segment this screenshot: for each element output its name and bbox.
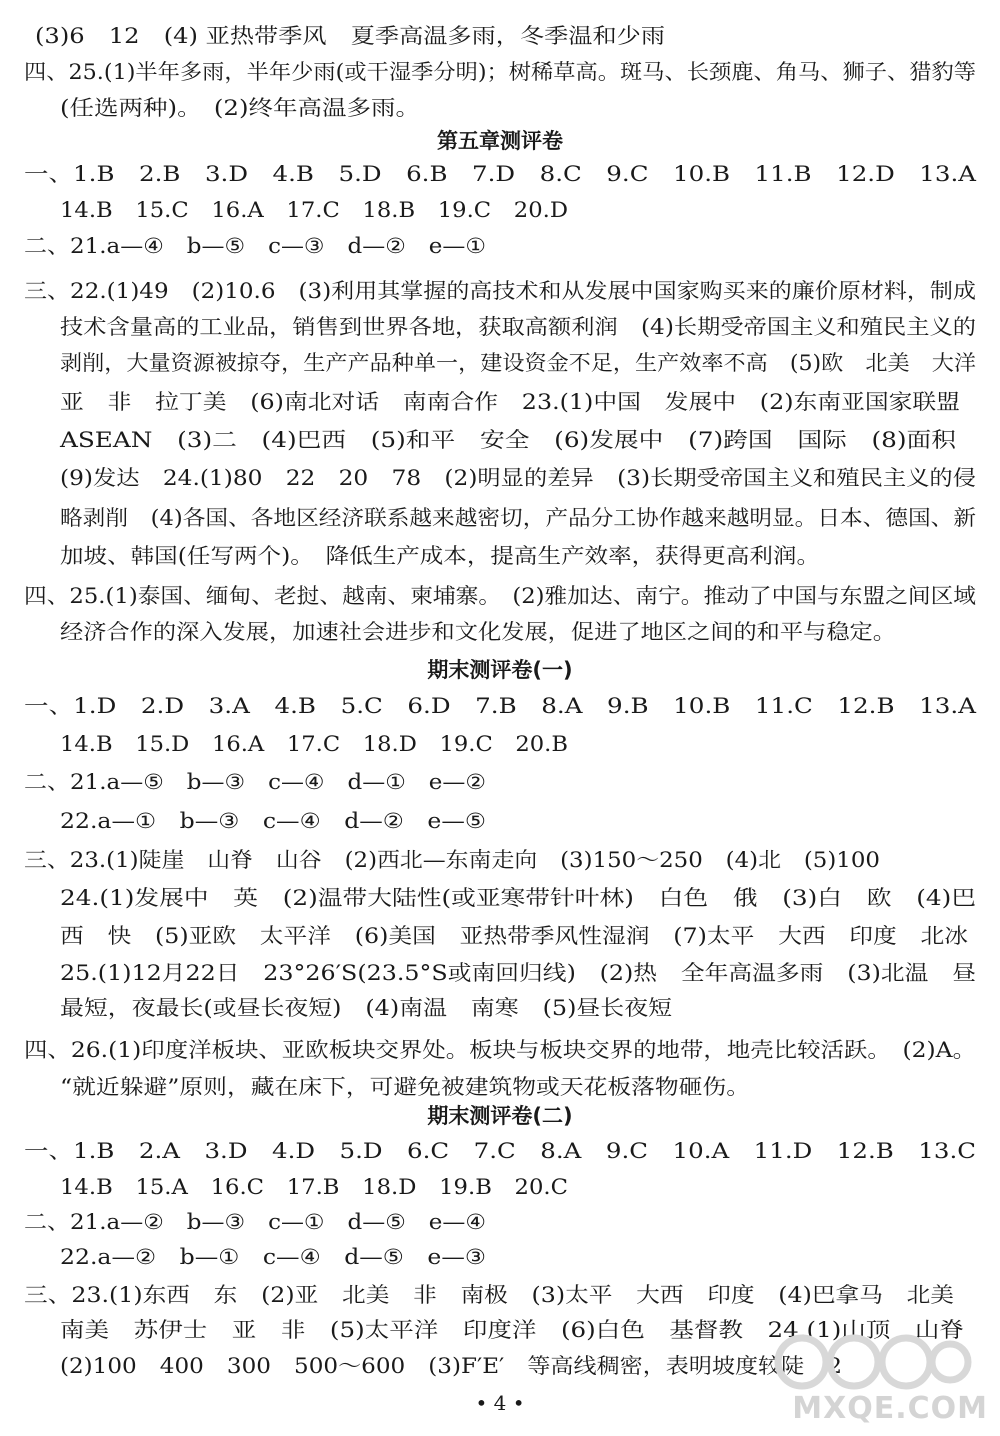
answer-line-text: 三、23.(1)陡崖 山脊 山谷 (2)西北—东南走向 (3)150～250 (4)北 (5)100 xyxy=(24,848,880,872)
answer-line-text: (任选两种)。 (2)终年高温多雨。 xyxy=(60,96,420,120)
answer-line-text: 剥削，大量资源被掠夺，生产产品种单一，建设资金不足，生产效率不高 (5)欧 北美 大洋 xyxy=(60,351,976,375)
answer-line-text: 二、21.a—⑤ b—③ c—④ d—① e—② xyxy=(24,770,486,794)
answer-line-text: 技术含量高的工业品，销售到世界各地，获取高额利润 (4)长期受帝国主义和殖民主义的 xyxy=(60,315,976,339)
answer-line-text: 四、26.(1)印度洋板块、亚欧板块交界处。板块与板块交界的地带，地壳比较活跃。 (2)A。 xyxy=(24,1038,976,1062)
answer-line-text: 二、21.a—② b—③ c—① d—⑤ e—④ xyxy=(24,1210,486,1234)
answer-line xyxy=(0,90,1000,126)
answer-line-text: ASEAN (3)二 (4)巴西 (5)和平 安全 (6)发展中 (7)跨国 国际 (8)面积 xyxy=(60,428,957,452)
answer-line xyxy=(0,460,1000,496)
answer-line xyxy=(0,726,1000,762)
answer-line xyxy=(0,538,1000,574)
answer-line-text: (9)发达 24.(1)80 22 20 78 (2)明显的差异 (3)长期受帝国主义和殖民主义的侵 xyxy=(60,466,977,490)
page-number: • 4 • xyxy=(475,1391,525,1415)
answer-line-text: (2)100 400 300 500～600 (3)F′E′ 等高线稠密，表明坡度较陡 2 xyxy=(60,1354,842,1378)
answer-line xyxy=(0,1032,1000,1068)
answer-line-text: 四、25.(1)泰国、缅甸、老挝、越南、柬埔寨。 (2)雅加达、南宁。推动了中国与东盟之间区域 xyxy=(24,584,976,608)
answer-line-text: “就近躲避”原则，藏在床下，可避免被建筑物或天花板落物砸伤。 xyxy=(60,1075,750,1099)
answer-line xyxy=(0,54,1000,90)
answer-line xyxy=(0,345,1000,381)
answer-line-text: 南美 苏伊士 亚 非 (5)太平洋 印度洋 (6)白色 基督教 24.(1)山顶 山脊 xyxy=(60,1318,965,1342)
answer-line-text: 三、22.(1)49 (2)10.6 (3)利用其掌握的高技术和从发展中国家购买来的廉价原材料，制成 xyxy=(24,279,976,303)
answer-line-text: 西 快 (5)亚欧 太平洋 (6)美国 亚热带季风性湿润 (7)太平 大西 印度 北冰 xyxy=(60,924,968,948)
answer-line xyxy=(0,918,1000,954)
answer-line-text: 二、21.a—④ b—⑤ c—③ d—② e—① xyxy=(24,234,486,258)
answer-line-text: 14.B 15.A 16.C 17.B 18.D 19.B 20.C xyxy=(60,1175,568,1199)
answer-line xyxy=(0,384,1000,420)
answer-line xyxy=(0,955,1000,991)
answer-line-text: 一、1.D 2.D 3.A 4.B 5.C 6.D 7.B 8.A 9.B 10.B 11.C 12.B 13.A xyxy=(24,694,976,718)
answer-line xyxy=(0,1277,1000,1313)
answer-line xyxy=(0,500,1000,536)
answer-line-text: 四、25.(1)半年多雨，半年少雨(或干湿季分明)；树稀草高。斑马、长颈鹿、角马、狮子、猎豹等 xyxy=(24,60,977,84)
answer-line-text: 最短，夜最长(或昼长夜短) (4)南温 南寒 (5)昼长夜短 xyxy=(60,996,672,1020)
answer-line xyxy=(0,578,1000,614)
watermark-logo-icon xyxy=(772,1330,972,1394)
answer-line xyxy=(0,1204,1000,1240)
answer-line xyxy=(0,1239,1000,1275)
answer-line xyxy=(0,614,1000,650)
answer-line-text: 经济合作的深入发展，加速社会进步和文化发展，促进了地区之间的和平与稳定。 xyxy=(60,620,896,644)
answer-line xyxy=(0,842,1000,878)
watermark xyxy=(762,1330,992,1430)
answer-line xyxy=(0,1133,1000,1169)
answer-line-text: (3)6 12 (4) 亚热带季风 夏季高温多雨，冬季温和少雨 xyxy=(35,24,665,48)
answer-line-text: 25.(1)12月22日 23°26′S(23.5°S或南回归线) (2)热 全年高温多雨 (3)北温 昼 xyxy=(60,961,976,985)
answer-line-text: 一、1.B 2.A 3.D 4.D 5.D 6.C 7.C 8.A 9.C 10.A 11.D 12.B 13.C xyxy=(24,1139,976,1163)
answer-line-text: 一、1.B 2.B 3.D 4.B 5.D 6.B 7.D 8.C 9.C 10.B 11.B 12.D 13.A xyxy=(24,162,976,186)
answer-line-text: 24.(1)发展中 英 (2)温带大陆性(或亚寒带针叶林) 白色 俄 (3)白 欧 (4)巴 xyxy=(60,886,976,910)
answer-line xyxy=(0,18,1000,54)
answer-line xyxy=(0,228,1000,264)
answer-line xyxy=(0,688,1000,724)
answer-line xyxy=(0,990,1000,1026)
answer-line xyxy=(0,309,1000,345)
answer-line-text: 亚 非 拉丁美 (6)南北对话 南南合作 23.(1)中国 发展中 (2)东南亚国家联盟 xyxy=(60,390,960,414)
answer-line xyxy=(0,192,1000,228)
answer-line xyxy=(0,156,1000,192)
answer-line xyxy=(0,764,1000,800)
answer-line-text: 22.a—② b—① c—④ d—⑤ e—③ xyxy=(60,1245,487,1269)
section-heading: 第五章测评卷 xyxy=(437,129,563,153)
answer-line-text: 加坡、韩国(任写两个)。 降低生产成本，提高生产效率，获得更高利润。 xyxy=(60,544,821,568)
answer-line-text: 略剥削 (4)各国、各地区经济联系越来越密切，产品分工协作越来越明显。日本、德国、新 xyxy=(60,506,976,530)
answer-line-text: 14.B 15.C 16.A 17.C 18.B 19.C 20.D xyxy=(60,198,568,222)
answer-line xyxy=(0,422,1000,458)
answer-line-text: 三、23.(1)东西 东 (2)亚 北美 非 南极 (3)太平 大西 印度 (4)巴拿马 北美 xyxy=(24,1283,954,1307)
answer-line xyxy=(0,1169,1000,1205)
answer-line-text: 14.B 15.D 16.A 17.C 18.D 19.C 20.B xyxy=(60,732,568,756)
section-heading: 期末测评卷(一) xyxy=(427,658,573,682)
answer-line xyxy=(0,880,1000,916)
answer-line-text: 22.a—① b—③ c—④ d—② e—⑤ xyxy=(60,809,487,833)
section-heading: 期末测评卷(二) xyxy=(427,1104,573,1128)
answer-line xyxy=(0,273,1000,309)
answer-line xyxy=(0,803,1000,839)
watermark-text: MXQE.COM xyxy=(792,1391,988,1426)
